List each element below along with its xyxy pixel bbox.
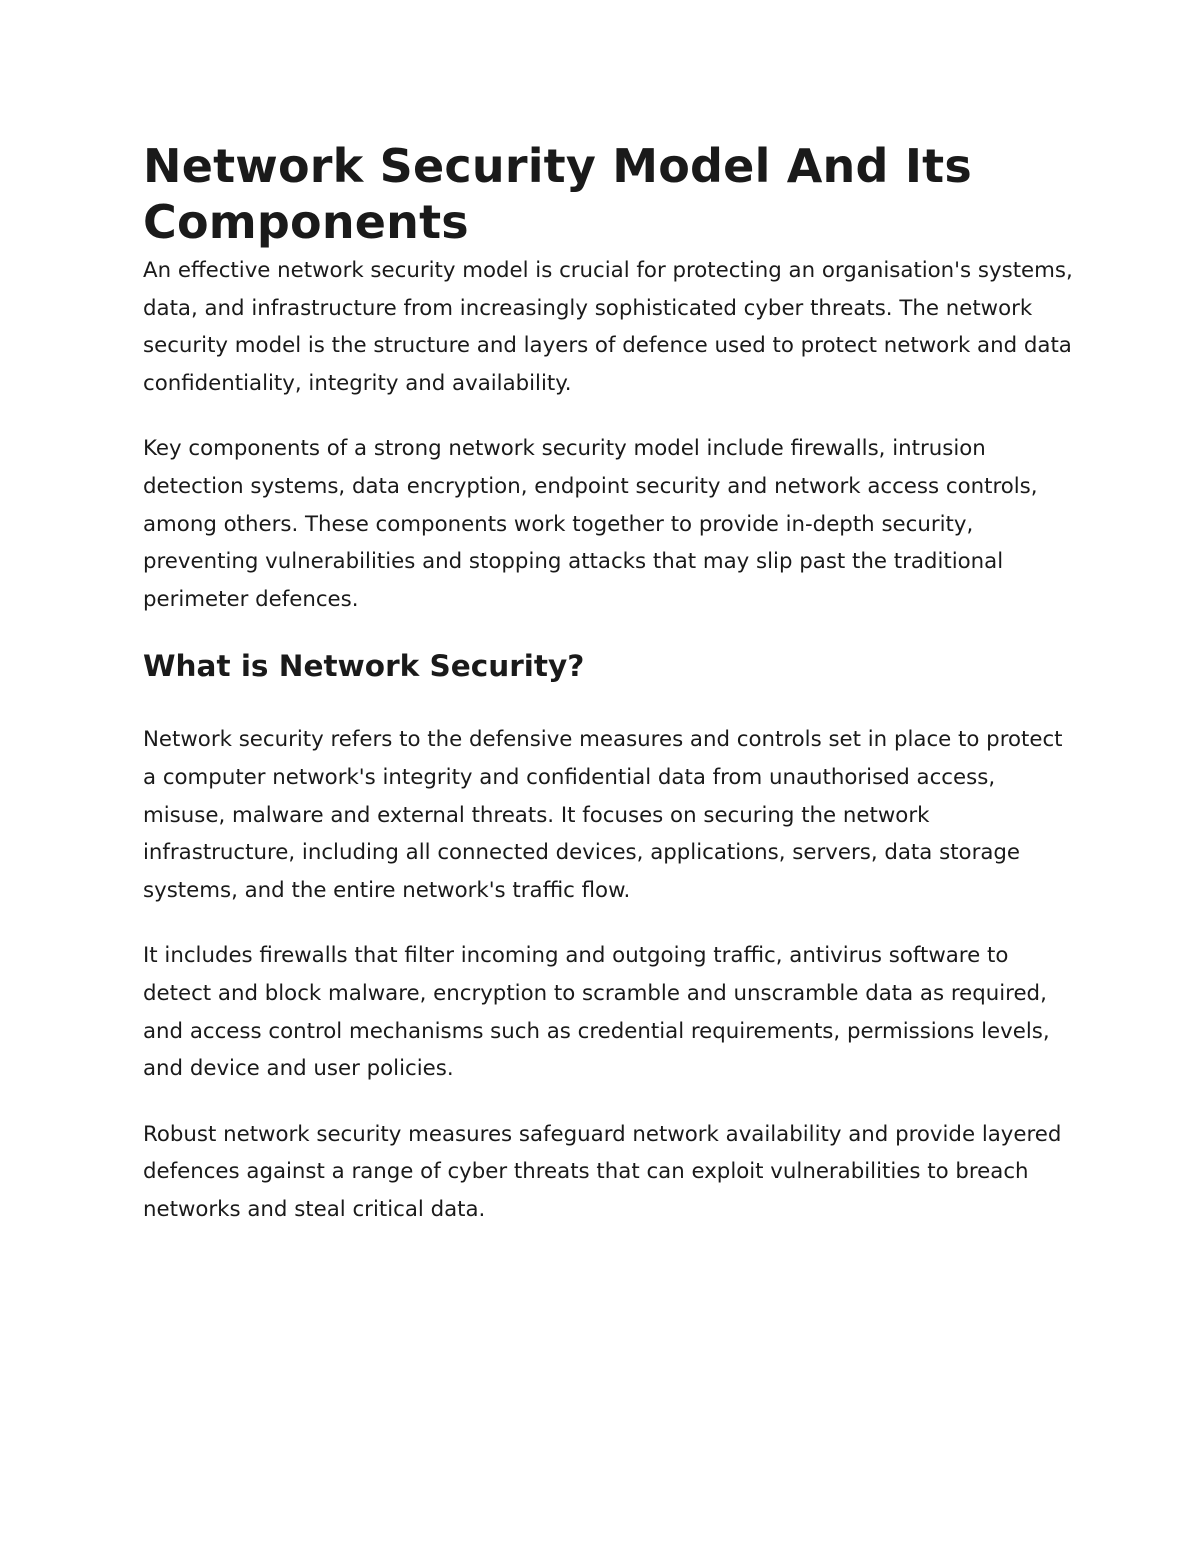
document-page (143, 138, 1073, 1228)
document-title: Network Security Model And Its Components (143, 139, 972, 249)
section-paragraph-2: It includes firewalls that filter incoming and outgoing traffic, antivirus software to detect and block malware, encryption to scramble and unscramble data as required, and access control mechanisms such as credential requirements, permissions levels, and device and user policies. (143, 943, 1050, 1082)
section-heading: What is Network Security? (143, 649, 585, 684)
intro-paragraph-2: Key components of a strong network security model include firewalls, intrusion detection systems, data encryption, endpoint security and network access controls, among others. These components work together to provide in-depth security, preventing vulnerabilities and stopping attacks that may slip past the traditional perimeter defences. (143, 436, 1038, 612)
section-paragraph-3: Robust network security measures safeguard network availability and provide layered defences against a range of cyber threats that can exploit vulnerabilities to breach networks and steal critical data. (143, 1121, 1062, 1222)
intro-paragraph-1: An effective network security model is crucial for protecting an organisation's systems, data, and infrastructure from increasingly sophisticated cyber threats. The network security model is the structure and layers of defence used to protect network and data confidentiality, integrity and availability. (143, 258, 1073, 396)
section-paragraph-1: Network security refers to the defensive measures and controls set in place to protect a computer network's integrity and confidential data from unauthorised access, misuse, malware and external threats. It focuses on securing the network infrastructure, including all connected devices, applications, servers, data storage systems, and the entire network's traffic flow. (143, 727, 1063, 903)
